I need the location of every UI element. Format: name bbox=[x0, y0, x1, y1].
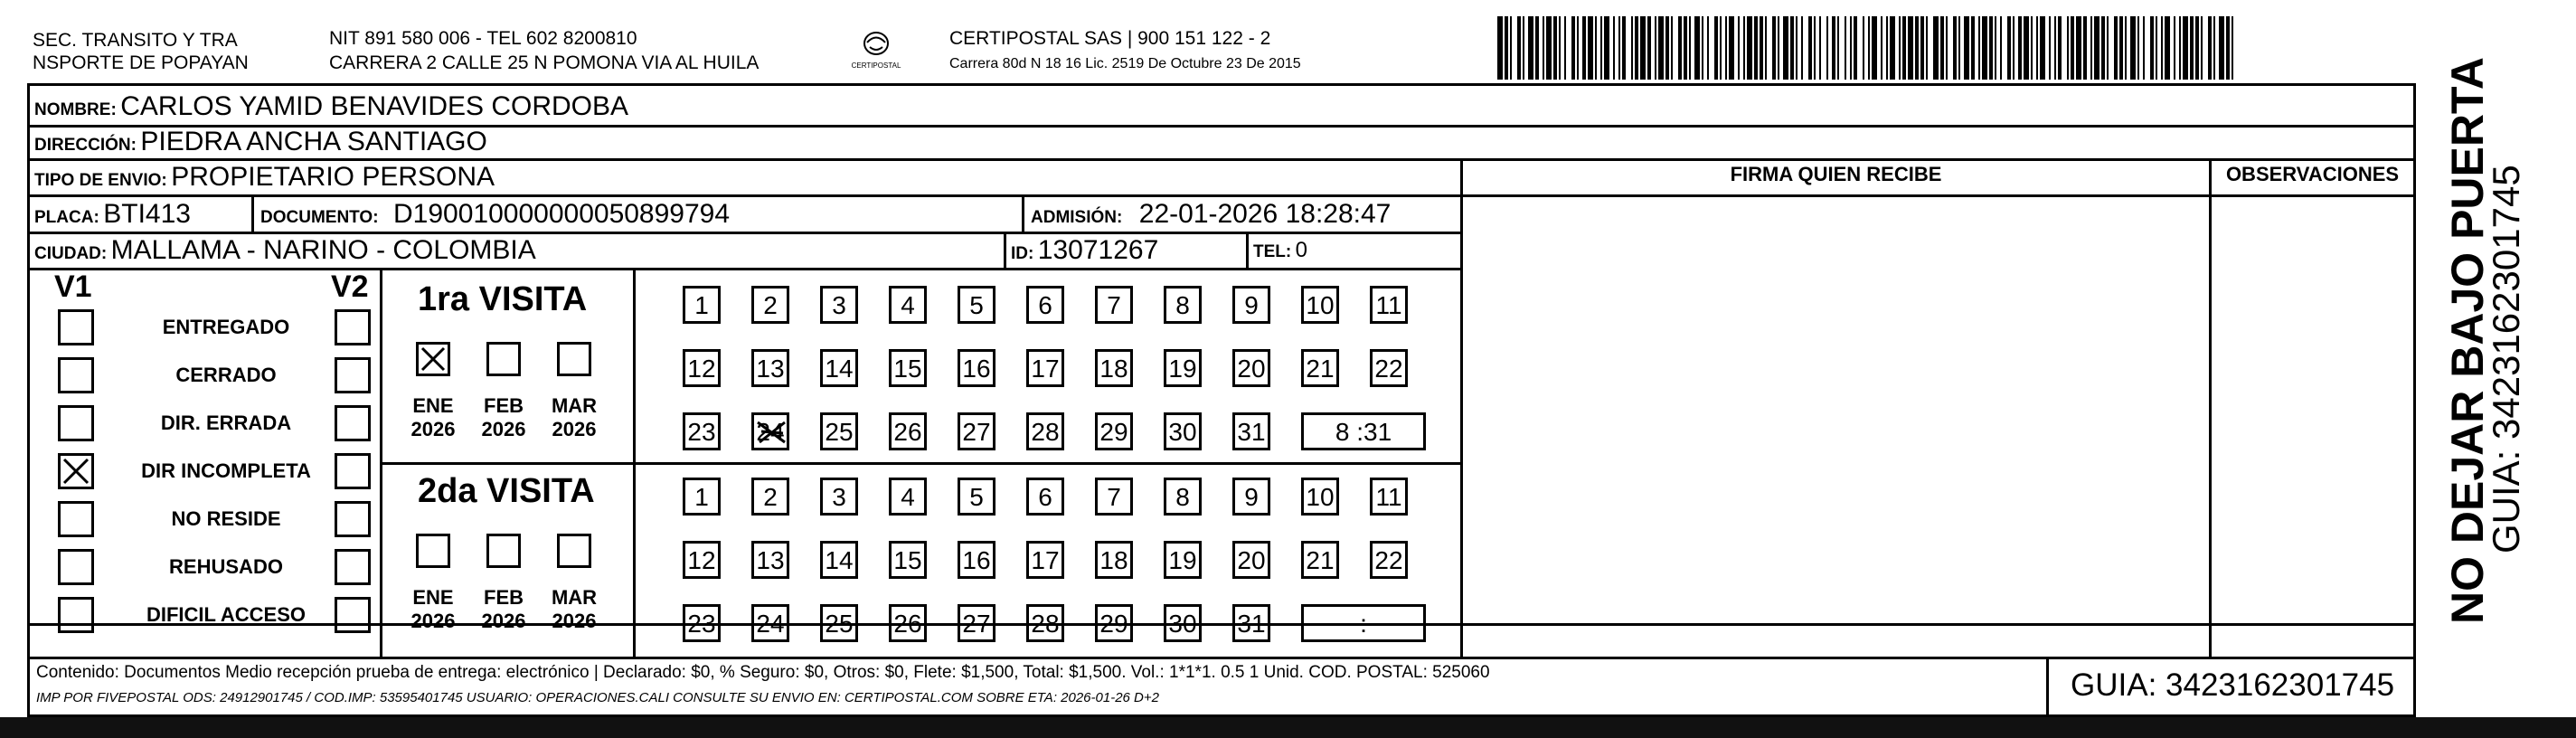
v2-checkbox[interactable] bbox=[335, 309, 371, 345]
barcode-bar bbox=[2000, 16, 2002, 80]
admision-row bbox=[1031, 198, 1391, 235]
visit-divider bbox=[380, 462, 1460, 465]
barcode-bar bbox=[2054, 16, 2056, 80]
barcode-bar bbox=[1915, 16, 1919, 80]
day-box[interactable]: 23 bbox=[683, 412, 721, 450]
barcode-bar bbox=[1707, 16, 1709, 80]
nombre-row bbox=[34, 90, 628, 128]
scan-edge bbox=[0, 717, 2576, 738]
tel-label: TEL: bbox=[1253, 242, 1292, 261]
barcode-bar bbox=[1497, 16, 1503, 80]
day-box[interactable]: 20 bbox=[1232, 349, 1270, 387]
barcode-bar bbox=[1571, 16, 1575, 80]
company-line-1: CERTIPOSTAL SAS | 900 151 122 - 2 bbox=[949, 28, 1271, 49]
admision-value: 22-01-2026 18:28:47 bbox=[1138, 199, 1392, 229]
tel-row bbox=[1253, 234, 1307, 270]
month-name: MAR bbox=[551, 394, 598, 417]
barcode-bar bbox=[2130, 16, 2136, 80]
placa-label: PLACA: bbox=[34, 208, 99, 227]
v1-checkbox[interactable] bbox=[58, 405, 94, 441]
direccion-value: PIEDRA ANCHA SANTIAGO bbox=[140, 127, 487, 156]
day-box[interactable]: 10 bbox=[1301, 478, 1339, 516]
barcode-bar bbox=[1801, 16, 1803, 80]
barcode-bar bbox=[1618, 16, 1620, 80]
v2-header: V2 bbox=[331, 270, 369, 304]
v1-checkbox[interactable] bbox=[58, 453, 94, 489]
footer-guia: GUIA: 3423162301745 bbox=[2071, 667, 2395, 703]
barcode-bar bbox=[2219, 16, 2224, 80]
footer-top-line bbox=[27, 657, 2416, 659]
status-label: ENTREGADO bbox=[162, 316, 290, 338]
barcode-bar bbox=[1772, 16, 1776, 80]
v1-checkbox[interactable] bbox=[58, 357, 94, 393]
day-box[interactable]: 14 bbox=[820, 349, 858, 387]
day-box[interactable]: 8 bbox=[1164, 286, 1202, 324]
barcode-bar bbox=[1754, 16, 1758, 80]
footer-right-edge bbox=[2413, 657, 2416, 717]
month-name: FEB bbox=[484, 394, 524, 417]
day-box[interactable]: 31 bbox=[1232, 604, 1270, 642]
barcode-bar bbox=[1747, 16, 1752, 80]
barcode-bar bbox=[1760, 16, 1763, 80]
day-box[interactable]: 17 bbox=[1026, 541, 1064, 579]
barcode-bar bbox=[1899, 16, 1901, 80]
day-box[interactable]: 13 bbox=[751, 349, 789, 387]
frame-right bbox=[2413, 83, 2416, 658]
time-box[interactable]: 8 :31 bbox=[1301, 412, 1426, 450]
nombre-value: CARLOS YAMID BENAVIDES CORDOBA bbox=[120, 91, 629, 121]
barcode-bar bbox=[2094, 16, 2099, 80]
barcode-bar bbox=[1881, 16, 1882, 80]
day-box[interactable]: 16 bbox=[958, 349, 995, 387]
v2-checkbox[interactable] bbox=[335, 501, 371, 537]
placa-value: BTI413 bbox=[103, 199, 191, 229]
ciudad-row bbox=[34, 234, 536, 271]
barcode-bar bbox=[1845, 16, 1846, 80]
day-box[interactable]: 13 bbox=[751, 541, 789, 579]
day-box[interactable]: 14 bbox=[820, 541, 858, 579]
barcode-bar bbox=[2213, 16, 2215, 80]
day-box[interactable]: 26 bbox=[889, 412, 927, 450]
time-box[interactable]: : bbox=[1301, 604, 1426, 642]
day-box[interactable]: 19 bbox=[1164, 349, 1202, 387]
tel-value: 0 bbox=[1295, 238, 1308, 262]
barcode-bar bbox=[1995, 16, 1996, 80]
barcode-bar bbox=[1790, 16, 1794, 80]
barcode-bar bbox=[1658, 16, 1664, 80]
day-box[interactable]: 27 bbox=[958, 604, 995, 642]
month-checkbox[interactable] bbox=[486, 534, 521, 568]
barcode-bar bbox=[1665, 16, 1669, 80]
barcode-bar bbox=[1964, 16, 1969, 80]
day-box[interactable]: 6 bbox=[1026, 478, 1064, 516]
day-box[interactable]: 21 bbox=[1301, 349, 1339, 387]
frame-left bbox=[27, 83, 30, 658]
visit-2-title: 2da VISITA bbox=[418, 472, 595, 510]
admision-label: ADMISIÓN: bbox=[1031, 208, 1123, 227]
day-box[interactable]: 22 bbox=[1370, 349, 1408, 387]
id-divider bbox=[1004, 232, 1006, 268]
v2-checkbox[interactable] bbox=[335, 405, 371, 441]
barcode-bar bbox=[2195, 16, 2199, 80]
barcode-bar bbox=[2119, 16, 2123, 80]
barcode-bar bbox=[2114, 16, 2118, 80]
barcode-bar bbox=[2161, 16, 2163, 80]
barcode-bar bbox=[1528, 16, 1533, 80]
barcode-bar bbox=[1622, 16, 1626, 80]
day-box[interactable]: 19 bbox=[1164, 541, 1202, 579]
barcode-bar bbox=[2179, 16, 2181, 80]
id-value: 13071267 bbox=[1037, 235, 1159, 265]
month-label bbox=[406, 586, 460, 633]
check-mark-icon bbox=[419, 345, 448, 374]
barcode-bar bbox=[1765, 16, 1767, 80]
month-year: 2026 bbox=[410, 610, 456, 632]
firma-header: FIRMA QUIEN RECIBE bbox=[1730, 163, 1942, 185]
barcode-bar bbox=[2226, 16, 2230, 80]
day-box[interactable]: 12 bbox=[683, 349, 721, 387]
day-box[interactable]: 12 bbox=[683, 541, 721, 579]
barcode-bar bbox=[2067, 16, 2069, 80]
barcode-bar bbox=[1553, 16, 1557, 80]
day-box[interactable]: 16 bbox=[958, 541, 995, 579]
day-box[interactable]: 28 bbox=[1026, 604, 1064, 642]
barcode-bar bbox=[1940, 16, 1944, 80]
id-row bbox=[1011, 234, 1158, 271]
barcode-bar bbox=[2190, 16, 2194, 80]
day-box[interactable]: 2 bbox=[751, 286, 789, 324]
barcode-bar bbox=[2156, 16, 2157, 80]
barcode-bar bbox=[1783, 16, 1788, 80]
day-box[interactable]: 18 bbox=[1095, 541, 1133, 579]
barcode-bar bbox=[1926, 16, 1928, 80]
status-label: DIR INCOMPLETA bbox=[141, 459, 311, 482]
day-box[interactable]: 3 bbox=[820, 478, 858, 516]
day-box[interactable]: 6 bbox=[1026, 286, 1064, 324]
tipo-value: PROPIETARIO PERSONA bbox=[171, 162, 495, 192]
barcode-bar bbox=[1863, 16, 1864, 80]
barcode-bar bbox=[1837, 16, 1839, 80]
barcode-bar bbox=[1725, 16, 1727, 80]
barcode-bar bbox=[1564, 16, 1566, 80]
barcode-bar bbox=[2071, 16, 2074, 80]
v2-checkbox[interactable] bbox=[335, 357, 371, 393]
visit-1-title: 1ra VISITA bbox=[418, 280, 588, 318]
month-year: 2026 bbox=[481, 610, 526, 632]
month-name: ENE bbox=[412, 394, 454, 417]
scribble-mark-icon bbox=[754, 415, 788, 449]
side-guia: GUIA: 3423162301745 bbox=[2485, 165, 2527, 554]
day-box[interactable]: 29 bbox=[1095, 412, 1133, 450]
day-box[interactable]: 28 bbox=[1026, 412, 1064, 450]
company-line-2: Carrera 80d N 18 16 Lic. 2519 De Octubre 23 De 2015 bbox=[949, 56, 1301, 71]
v1-header: V1 bbox=[54, 270, 92, 304]
barcode-bar bbox=[2024, 16, 2029, 80]
footer-guia-divider bbox=[2046, 657, 2049, 714]
month-year: 2026 bbox=[481, 418, 526, 440]
v1-checkbox[interactable] bbox=[58, 309, 94, 345]
barcode-bar bbox=[1631, 16, 1633, 80]
month-label bbox=[477, 586, 531, 633]
barcode-bar bbox=[2143, 16, 2145, 80]
barcode-bar bbox=[1613, 16, 1615, 80]
month-name: ENE bbox=[412, 586, 454, 609]
observaciones-left-border bbox=[2209, 158, 2212, 658]
observaciones-header: OBSERVACIONES bbox=[2225, 163, 2400, 185]
day-box[interactable]: 3 bbox=[820, 286, 858, 324]
tipo-label: TIPO DE ENVIO: bbox=[34, 171, 167, 190]
day-box[interactable]: 9 bbox=[1232, 478, 1270, 516]
barcode-bar bbox=[1655, 16, 1656, 80]
month-label bbox=[477, 394, 531, 441]
barcode-bar bbox=[1854, 16, 1857, 80]
barcode-bar bbox=[1582, 16, 1586, 80]
barcode-bar bbox=[1689, 16, 1691, 80]
barcode-bar bbox=[1872, 16, 1877, 80]
barcode-bar bbox=[1933, 16, 1939, 80]
barcode-bar bbox=[2007, 16, 2011, 80]
v2-checkbox[interactable] bbox=[335, 597, 371, 633]
ciudad-value: MALLAMA - NARINO - COLOMBIA bbox=[110, 235, 536, 265]
day-box[interactable]: 29 bbox=[1095, 604, 1133, 642]
barcode-bar bbox=[2165, 16, 2170, 80]
month-checkbox[interactable] bbox=[486, 342, 521, 376]
barcode-bar bbox=[1694, 16, 1700, 80]
month-year: 2026 bbox=[552, 418, 597, 440]
day-box[interactable]: 31 bbox=[1232, 412, 1270, 450]
barcode-bar bbox=[1577, 16, 1579, 80]
barcode-bar bbox=[1738, 16, 1740, 80]
direccion-label: DIRECCIÓN: bbox=[34, 136, 137, 155]
barcode-bar bbox=[2018, 16, 2022, 80]
day-box[interactable]: 11 bbox=[1370, 478, 1408, 516]
barcode-bar bbox=[1808, 16, 1812, 80]
day-box[interactable]: 25 bbox=[820, 412, 858, 450]
day-box[interactable]: 24 bbox=[751, 604, 789, 642]
tipo-row bbox=[34, 161, 495, 198]
barcode-bar bbox=[2183, 16, 2188, 80]
barcode-bar bbox=[1953, 16, 1957, 80]
barcode-bar bbox=[1678, 16, 1682, 80]
day-box[interactable]: 30 bbox=[1164, 412, 1202, 450]
day-box[interactable]: 8 bbox=[1164, 478, 1202, 516]
month-checkbox[interactable] bbox=[416, 534, 450, 568]
footer-content-line: Contenido: Documentos Medio recepción prueba de entrega: electrónico | Declarado: $0, % Seguro: $0, Otros: $0, Flete: $1,500, Total: $1,500. Vol.: 1*1*1. 0.5 1 Unid. COD. POSTAL: 525060 bbox=[36, 663, 1490, 682]
barcode-bar bbox=[1714, 16, 1718, 80]
month-checkbox[interactable] bbox=[416, 342, 450, 376]
month-label bbox=[406, 394, 460, 441]
barcode-bar bbox=[1819, 16, 1821, 80]
barcode-bar bbox=[2049, 16, 2051, 80]
tel-divider bbox=[1246, 232, 1249, 268]
barcode-bar bbox=[1720, 16, 1722, 80]
barcode-bar bbox=[1600, 16, 1602, 80]
barcode-bar bbox=[2208, 16, 2212, 80]
barcode-bar bbox=[1989, 16, 1993, 80]
certipostal-logo bbox=[851, 25, 901, 80]
documento-value: D190010000000050899794 bbox=[393, 199, 731, 229]
barcode-bar bbox=[1546, 16, 1552, 80]
barcode-bar bbox=[1743, 16, 1745, 80]
barcode-bar bbox=[2013, 16, 2015, 80]
barcode-bar bbox=[1778, 16, 1779, 80]
sender-line-2: NSPORTE DE POPAYAN bbox=[33, 52, 249, 73]
barcode-bar bbox=[1890, 16, 1895, 80]
day-box[interactable]: 24 bbox=[751, 412, 789, 450]
barcode-bar bbox=[2174, 16, 2175, 80]
barcode-bar bbox=[1647, 16, 1651, 80]
day-box[interactable]: 2 bbox=[751, 478, 789, 516]
barcode-bar bbox=[1832, 16, 1835, 80]
barcode-bar bbox=[1543, 16, 1544, 80]
v1-checkbox[interactable] bbox=[58, 597, 94, 633]
barcode-bar bbox=[2036, 16, 2038, 80]
barcode-bar bbox=[2083, 16, 2087, 80]
documento-label: DOCUMENTO: bbox=[260, 208, 379, 227]
day-box[interactable]: 17 bbox=[1026, 349, 1064, 387]
day-box[interactable]: 4 bbox=[889, 286, 927, 324]
barcode-bar bbox=[1826, 16, 1828, 80]
barcode-bar bbox=[1920, 16, 1924, 80]
barcode-bar bbox=[1510, 16, 1512, 80]
barcode-bar bbox=[1635, 16, 1638, 80]
day-box[interactable]: 27 bbox=[958, 412, 995, 450]
barcode-bar bbox=[1505, 16, 1508, 80]
barcode-bar bbox=[1946, 16, 1948, 80]
barcode-bar bbox=[1850, 16, 1852, 80]
day-box[interactable]: 10 bbox=[1301, 286, 1339, 324]
status-label: REHUSADO bbox=[169, 555, 283, 578]
barcode-bar bbox=[1982, 16, 1987, 80]
barcode-bar bbox=[2040, 16, 2045, 80]
day-box[interactable]: 26 bbox=[889, 604, 927, 642]
barcode-bar bbox=[1729, 16, 1734, 80]
barcode-bar bbox=[2137, 16, 2139, 80]
day-box[interactable]: 4 bbox=[889, 478, 927, 516]
month-label bbox=[547, 586, 601, 633]
nit-line: NIT 891 580 006 - TEL 602 8200810 bbox=[329, 28, 637, 49]
day-box[interactable]: 7 bbox=[1095, 286, 1133, 324]
barcode-bar bbox=[1640, 16, 1646, 80]
barcode-bar bbox=[2125, 16, 2127, 80]
v2-checkbox[interactable] bbox=[335, 453, 371, 489]
month-label bbox=[547, 394, 601, 441]
barcode bbox=[1497, 16, 2237, 80]
barcode-bar bbox=[1971, 16, 1975, 80]
barcode-bar bbox=[2232, 16, 2233, 80]
barcode-bar bbox=[1559, 16, 1561, 80]
barcode-bar bbox=[1523, 16, 1524, 80]
barcode-bar bbox=[1902, 16, 1906, 80]
v2-checkbox[interactable] bbox=[335, 549, 371, 585]
placa-row bbox=[34, 198, 191, 235]
month-name: FEB bbox=[484, 586, 524, 609]
v1-checkbox[interactable] bbox=[58, 501, 94, 537]
barcode-bar bbox=[1978, 16, 1980, 80]
id-label: ID: bbox=[1011, 244, 1034, 263]
barcode-bar bbox=[1814, 16, 1816, 80]
day-box[interactable]: 20 bbox=[1232, 541, 1270, 579]
day-box[interactable]: 15 bbox=[889, 541, 927, 579]
barcode-bar bbox=[1886, 16, 1888, 80]
day-box[interactable]: 7 bbox=[1095, 478, 1133, 516]
barcode-bar bbox=[2076, 16, 2081, 80]
logo-text: CERTIPOSTAL bbox=[851, 62, 901, 70]
month-checkbox[interactable] bbox=[557, 534, 591, 568]
barcode-bar bbox=[2150, 16, 2154, 80]
month-checkbox[interactable] bbox=[557, 342, 591, 376]
sender-line-1: SEC. TRANSITO Y TRA bbox=[33, 30, 238, 51]
footer-print-line: IMP POR FIVEPOSTAL ODS: 24912901745 / COD.IMP: 53595401745 USUARIO: OPERACIONES.CALI CONSULTE SU ENVIO EN: CERTIPOSTAL.COM SOBRE ETA: 2026-01-26 D+2 bbox=[36, 690, 1159, 705]
day-box[interactable]: 1 bbox=[683, 286, 721, 324]
direccion-row bbox=[34, 126, 487, 163]
month-year: 2026 bbox=[552, 610, 597, 632]
barcode-bar bbox=[1908, 16, 1913, 80]
barcode-bar bbox=[2201, 16, 2203, 80]
barcode-bar bbox=[1671, 16, 1673, 80]
day-box[interactable]: 21 bbox=[1301, 541, 1339, 579]
documento-row bbox=[260, 198, 730, 235]
no-dejar-warning: NO DEJAR BAJO PUERTA bbox=[2442, 57, 2493, 624]
month-name: MAR bbox=[551, 586, 598, 609]
status-label: NO RESIDE bbox=[171, 507, 281, 530]
ciudad-label: CIUDAD: bbox=[34, 244, 108, 263]
barcode-bar bbox=[2058, 16, 2062, 80]
check-mark-icon bbox=[61, 456, 91, 487]
day-box[interactable]: 15 bbox=[889, 349, 927, 387]
nombre-label: NOMBRE: bbox=[34, 100, 117, 119]
day-box[interactable]: 23 bbox=[683, 604, 721, 642]
day-box[interactable]: 5 bbox=[958, 286, 995, 324]
day-box[interactable]: 30 bbox=[1164, 604, 1202, 642]
barcode-bar bbox=[1604, 16, 1609, 80]
barcode-bar bbox=[2031, 16, 2033, 80]
barcode-bar bbox=[1684, 16, 1687, 80]
v1-checkbox[interactable] bbox=[58, 549, 94, 585]
month-year: 2026 bbox=[410, 418, 456, 440]
barcode-bar bbox=[1595, 16, 1597, 80]
day-box[interactable]: 5 bbox=[958, 478, 995, 516]
barcode-bar bbox=[1796, 16, 1798, 80]
day-box[interactable]: 22 bbox=[1370, 541, 1408, 579]
firma-left-border bbox=[1460, 158, 1463, 658]
barcode-bar bbox=[1868, 16, 1870, 80]
barcode-bar bbox=[1588, 16, 1593, 80]
barcode-bar bbox=[1517, 16, 1521, 80]
admision-divider bbox=[1022, 194, 1024, 232]
day-box[interactable]: 18 bbox=[1095, 349, 1133, 387]
footer-left-edge bbox=[27, 657, 30, 717]
barcode-bar bbox=[1702, 16, 1703, 80]
placa-divider bbox=[251, 194, 254, 232]
day-box[interactable]: 9 bbox=[1232, 286, 1270, 324]
day-box[interactable]: 1 bbox=[683, 478, 721, 516]
status-label: DIFICIL ACCESO bbox=[146, 603, 306, 626]
address-line: CARRERA 2 CALLE 25 N POMONA VIA AL HUILA bbox=[329, 52, 760, 73]
barcode-bar bbox=[2107, 16, 2109, 80]
day-box[interactable]: 11 bbox=[1370, 286, 1408, 324]
status-label: CERRADO bbox=[175, 364, 277, 386]
barcode-bar bbox=[2090, 16, 2092, 80]
day-box[interactable]: 25 bbox=[820, 604, 858, 642]
barcode-bar bbox=[2101, 16, 2105, 80]
status-label: DIR. ERRADA bbox=[160, 412, 292, 434]
barcode-bar bbox=[1958, 16, 1960, 80]
barcode-bar bbox=[1535, 16, 1539, 80]
